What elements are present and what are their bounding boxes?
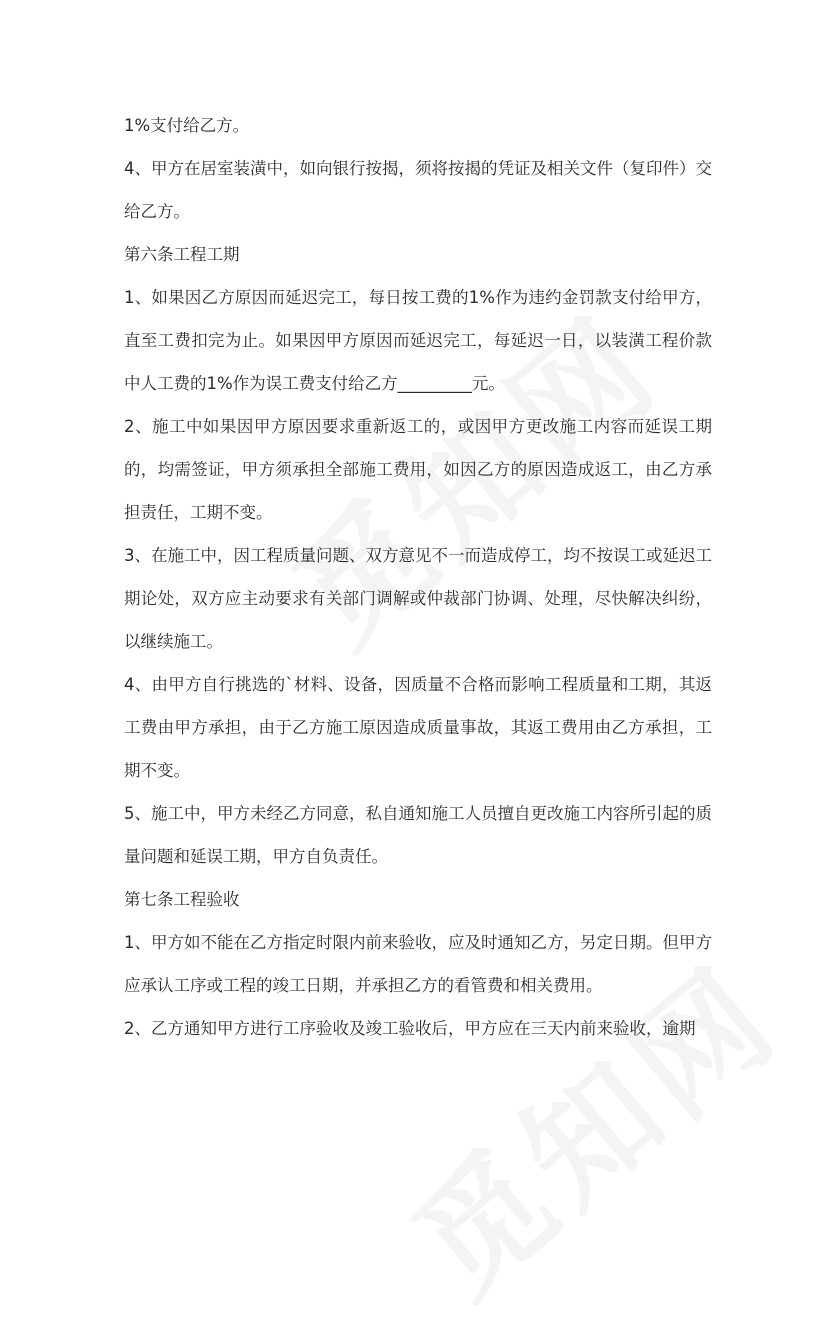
paragraph: 1、甲方如不能在乙方指定时限内前来验收，应及时通知乙方，另定日期。但甲方应承认工序或工程的竣工日期，并承担乙方的看管费和相关费用。 bbox=[124, 933, 712, 995]
paragraph: 5、施工中，甲方未经乙方同意，私自通知施工人员擅自更改施工内容所引起的质量问题和延误工期，甲方自负责任。 bbox=[124, 804, 712, 866]
paragraph: 3、在施工中，因工程质量问题、双方意见不一而造成停工，均不按误工或延迟工期论处，双方应主动要求有关部门调解或仲裁部门协调、处理，尽快解决纠纷，以继续施工。 bbox=[124, 546, 712, 651]
paragraph: 1%支付给乙方。 bbox=[124, 116, 250, 135]
section-heading: 第七条工程验收 bbox=[124, 890, 240, 909]
paragraph: 1、如果因乙方原因而延迟完工，每日按工费的1%作为违约金罚款支付给甲方，直至工费扣完为止。如果因甲方原因而延迟完工，每延迟一日，以装潢工程价款中人工费的1%作为误工费支付给乙方_________元。 bbox=[124, 288, 712, 393]
paragraph: 2、乙方通知甲方进行工序验收及竣工验收后，甲方应在三天内前来验收，逾期 bbox=[124, 1019, 696, 1038]
document-body bbox=[124, 104, 712, 1050]
paragraph: 2、施工中如果因甲方原因要求重新返工的，或因甲方更改施工内容而延误工期的，均需签证，甲方须承担全部施工费用，如因乙方的原因造成返工，由乙方承担责任，工期不变。 bbox=[124, 417, 712, 522]
paragraph: 4、由甲方自行挑选的`材料、设备，因质量不合格而影响工程质量和工期，其返工费由甲方承担，由于乙方施工原因造成质量事故，其返工费用由乙方承担，工期不变。 bbox=[124, 675, 712, 780]
section-heading: 第六条工程工期 bbox=[124, 245, 240, 264]
paragraph: 4、甲方在居室装潢中，如向银行按揭，须将按揭的凭证及相关文件（复印件）交给乙方。 bbox=[124, 159, 712, 221]
